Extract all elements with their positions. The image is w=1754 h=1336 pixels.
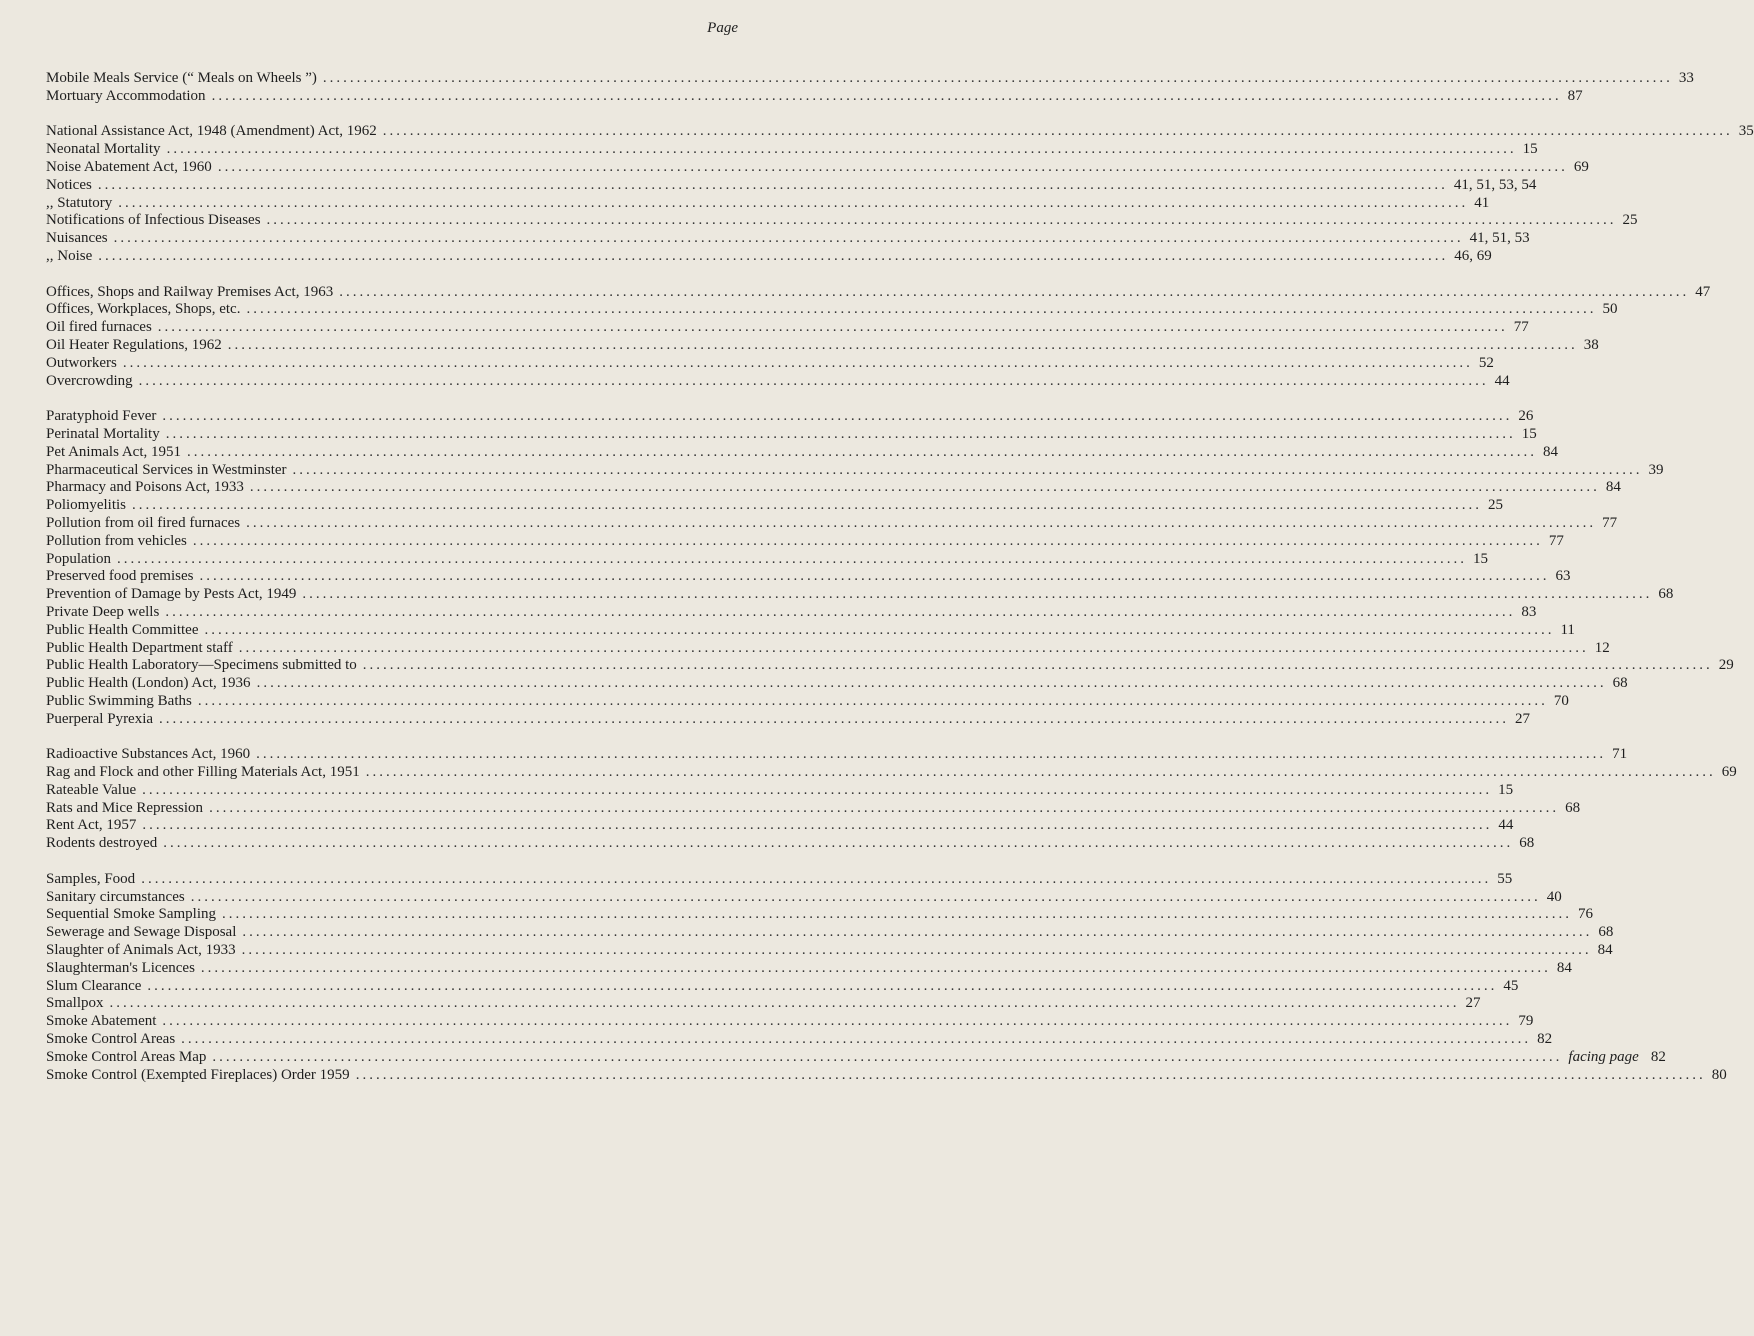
index-entry xyxy=(46,764,1737,782)
entry-label: Oil fired furnaces xyxy=(46,319,152,336)
entry-pages xyxy=(1695,284,1710,302)
leader-dots: ........................................................................................................................................................................................................ xyxy=(246,514,1597,531)
entry-page-numbers: 68 xyxy=(1658,586,1674,603)
entry-pages xyxy=(1549,533,1564,551)
entry-page-numbers: 46, 69 xyxy=(1454,247,1492,264)
entry-label: Neonatal Mortality xyxy=(46,141,161,158)
leader-dots: ........................................................................................................................................................................................................ xyxy=(242,924,1593,941)
entry-label: Public Health (London) Act, 1936 xyxy=(46,675,251,692)
index-entry xyxy=(46,639,1610,658)
entry-label: Smallpox xyxy=(46,995,104,1012)
entry-label: Radioactive Substances Act, 1960 xyxy=(46,746,251,763)
entry-label: Puerperal Pyrexia xyxy=(46,710,154,727)
entry-label: Slum Clearance xyxy=(46,977,142,994)
entry-page-numbers: 41, 51, 53 xyxy=(1469,230,1530,247)
entry-pages xyxy=(1503,978,1518,996)
index-entry xyxy=(46,888,1562,907)
entry-label: Smoke Control Areas Map xyxy=(46,1048,207,1065)
entry-page-numbers: 83 xyxy=(1521,603,1537,620)
entry-label: Samples, Food xyxy=(46,870,136,887)
entry-pages xyxy=(1498,817,1513,835)
entry-label: Offices, Shops and Railway Premises Act, 1963 xyxy=(46,283,334,300)
entry-page-numbers: 80 xyxy=(1711,1066,1727,1083)
entry-label: Pharmacy and Poisons Act, 1933 xyxy=(46,479,244,496)
leader-dots: ........................................................................................................................................................................................................ xyxy=(132,497,1483,514)
entry-label: Pet Animals Act, 1951 xyxy=(46,443,181,460)
entry-page-numbers: 82 xyxy=(1537,1031,1553,1048)
index-entry xyxy=(46,372,1510,391)
index-entry xyxy=(46,354,1494,373)
entry-page-numbers: 29 xyxy=(1718,657,1734,674)
entry-pages xyxy=(1479,355,1494,373)
entry-page-numbers: 50 xyxy=(1602,301,1618,318)
entry-label: ,, Noise xyxy=(46,247,93,264)
index-entry xyxy=(46,746,1628,764)
entry-page-numbers: 38 xyxy=(1583,336,1599,353)
entry-pages xyxy=(1712,1067,1727,1085)
entry-label: Rateable Value xyxy=(46,781,137,798)
entry-pages xyxy=(1719,657,1734,675)
page-column-header: Page xyxy=(707,20,738,36)
index-entry xyxy=(46,87,1583,106)
leader-dots: ........................................................................................................................................................................................................ xyxy=(97,176,1448,193)
index-entry xyxy=(46,1066,1727,1085)
index-entry xyxy=(46,194,1490,213)
entry-pages xyxy=(1498,782,1513,800)
entry-page-numbers: 76 xyxy=(1578,906,1593,923)
entry-label: Smoke Control (Exempted Fireplaces) Order 1959 xyxy=(46,1066,350,1083)
entry-pages xyxy=(1578,906,1593,924)
index-entry xyxy=(46,817,1514,835)
entry-pages xyxy=(1679,70,1694,88)
entry-pages xyxy=(1649,462,1664,480)
entry-page-numbers: 68 xyxy=(1519,835,1535,852)
entry-label: Rats and Mice Repression xyxy=(46,799,204,816)
entry-label: Public Health Department staff xyxy=(46,639,233,656)
index-entry xyxy=(46,799,1581,818)
entry-pages xyxy=(1613,675,1628,693)
leader-dots: ........................................................................................................................................................................................................ xyxy=(204,621,1555,638)
entry-page-numbers: 33 xyxy=(1678,70,1694,86)
leader-dots: ........................................................................................................................................................................................................ xyxy=(256,746,1607,763)
index-entry xyxy=(46,1031,1553,1049)
index-entry xyxy=(46,461,1664,480)
entry-page-numbers: 15 xyxy=(1473,550,1489,567)
entry-page-numbers: 63 xyxy=(1555,568,1571,585)
index-entry xyxy=(46,781,1514,800)
entry-note: facing page xyxy=(1568,1048,1639,1065)
leader-dots: ........................................................................................................................................................................................................ xyxy=(199,568,1550,585)
leader-dots: ........................................................................................................................................................................................................ xyxy=(365,764,1716,781)
entry-page-numbers: 77 xyxy=(1513,319,1529,336)
entry-pages xyxy=(1454,248,1492,266)
index-entry xyxy=(46,603,1537,622)
entry-page-numbers: 45 xyxy=(1503,977,1519,994)
leader-dots: ........................................................................................................................................................................................................ xyxy=(222,906,1572,923)
entry-page-numbers: 82 xyxy=(1650,1048,1666,1065)
leader-dots: ........................................................................................................................................................................................................ xyxy=(241,942,1592,959)
entry-page-numbers: 15 xyxy=(1521,425,1537,442)
leader-dots: ........................................................................................................................................................................................................ xyxy=(109,995,1460,1012)
leader-dots: ........................................................................................................................................................................................................ xyxy=(138,372,1489,389)
leader-dots: ........................................................................................................................................................................................................ xyxy=(292,461,1643,478)
entry-page-numbers: 27 xyxy=(1465,995,1481,1012)
entry-page-numbers: 44 xyxy=(1498,817,1514,834)
entry-pages xyxy=(1602,301,1617,319)
index-list xyxy=(46,70,1754,1084)
entry-pages xyxy=(1565,800,1580,818)
index-entry xyxy=(46,835,1535,853)
entry-label: Slaughterman's Licences xyxy=(46,959,195,976)
index-entry xyxy=(46,123,1754,141)
index-entry xyxy=(46,408,1534,426)
entry-pages xyxy=(1522,426,1537,444)
entry-pages xyxy=(1518,408,1533,426)
entry-page-numbers: 84 xyxy=(1605,479,1621,496)
entry-label: Mobile Meals Service (“ Meals on Wheels ”) xyxy=(46,70,317,86)
entry-page-numbers: 79 xyxy=(1518,1013,1534,1030)
entry-page-numbers: 12 xyxy=(1594,639,1610,656)
entry-pages xyxy=(1606,479,1621,497)
entry-label: Rent Act, 1957 xyxy=(46,817,137,834)
entry-pages xyxy=(1495,373,1510,391)
leader-dots: ........................................................................................................................................................................................................ xyxy=(190,888,1541,905)
index-entry xyxy=(46,710,1531,729)
entry-pages xyxy=(1543,444,1558,462)
index-entry xyxy=(46,621,1575,640)
leader-dots: ........................................................................................................................................................................................................ xyxy=(197,692,1548,709)
entry-pages xyxy=(1537,1031,1552,1049)
leader-dots: ........................................................................................................................................................................................................ xyxy=(217,158,1568,175)
entry-pages xyxy=(1518,1013,1533,1031)
index-entry xyxy=(46,479,1621,497)
entry-page-numbers: 44 xyxy=(1494,372,1510,389)
leader-dots: ........................................................................................................................................................................................................ xyxy=(238,639,1589,656)
entry-label: Private Deep wells xyxy=(46,603,160,620)
index-entry xyxy=(46,247,1492,266)
entry-page-numbers: 39 xyxy=(1648,461,1664,478)
leader-dots: ........................................................................................................................................................................................................ xyxy=(122,354,1473,371)
entry-pages xyxy=(1595,640,1610,658)
leader-dots: ........................................................................................................................................................................................................ xyxy=(113,230,1464,247)
index-entry xyxy=(46,977,1519,996)
entry-page-numbers: 26 xyxy=(1518,408,1534,425)
entry-page-numbers: 70 xyxy=(1553,692,1569,709)
entry-label: Notifications of Infectious Diseases xyxy=(46,212,261,229)
leader-dots: ........................................................................................................................................................................................................ xyxy=(302,586,1653,603)
entry-pages xyxy=(1519,835,1534,853)
entry-page-numbers: 41 xyxy=(1474,194,1490,211)
entry-label: Oil Heater Regulations, 1962 xyxy=(46,336,222,353)
entry-page-numbers: 27 xyxy=(1515,710,1531,727)
leader-dots: ........................................................................................................................................................................................................ xyxy=(246,301,1597,318)
index-entry xyxy=(46,1048,1666,1067)
entry-pages xyxy=(1602,515,1617,533)
index-entry xyxy=(46,675,1628,693)
leader-dots: ........................................................................................................................................................................................................ xyxy=(200,959,1551,976)
index-entry xyxy=(46,230,1530,248)
entry-page-numbers: 41, 51, 53, 54 xyxy=(1453,176,1537,193)
entry-page-numbers: 68 xyxy=(1565,799,1581,816)
entry-page-numbers: 68 xyxy=(1598,924,1614,941)
leader-dots: ........................................................................................................................................................................................................ xyxy=(165,603,1516,620)
entry-label: Noise Abatement Act, 1960 xyxy=(46,158,212,175)
entry-pages xyxy=(1739,123,1754,141)
index-entry xyxy=(46,141,1538,159)
index-entry xyxy=(46,532,1564,551)
entry-pages xyxy=(1574,159,1589,177)
index-entry xyxy=(46,550,1489,569)
leader-dots: ........................................................................................................................................................................................................ xyxy=(209,799,1560,816)
index-entry xyxy=(46,176,1537,195)
entry-page-numbers: 47 xyxy=(1695,283,1711,300)
entry-pages xyxy=(1474,195,1489,213)
entry-label: Nuisances xyxy=(46,230,108,247)
entry-label: ,, Statutory xyxy=(46,194,113,211)
leader-dots: ........................................................................................................................................................................................................ xyxy=(382,123,1733,140)
entry-page-numbers: 77 xyxy=(1548,532,1564,549)
leader-dots: ........................................................................................................................................................................................................ xyxy=(157,319,1508,336)
entry-pages xyxy=(1454,177,1537,195)
entry-page-numbers: 11 xyxy=(1560,621,1575,638)
leader-dots: ........................................................................................................................................................................................................ xyxy=(142,781,1493,798)
entry-pages xyxy=(1554,693,1569,711)
leader-dots: ........................................................................................................................................................................................................ xyxy=(249,479,1600,496)
entry-page-numbers: 84 xyxy=(1543,443,1558,460)
index-entry xyxy=(46,657,1734,675)
entry-label: Paratyphoid Fever xyxy=(46,408,157,425)
leader-dots: ........................................................................................................................................................................................................ xyxy=(212,1048,1563,1065)
entry-pages xyxy=(1557,960,1572,978)
index-entry xyxy=(46,514,1618,533)
index-entry xyxy=(46,692,1569,711)
leader-dots: ........................................................................................................................................................................................................ xyxy=(355,1066,1706,1083)
leader-dots: ........................................................................................................................................................................................................ xyxy=(98,247,1449,264)
entry-label: Pollution from vehicles xyxy=(46,532,187,549)
index-entry xyxy=(46,301,1618,319)
leader-dots: ........................................................................................................................................................................................................ xyxy=(211,87,1562,104)
entry-pages xyxy=(1658,586,1673,604)
entry-label: Preserved food premises xyxy=(46,568,194,585)
entry-pages xyxy=(1623,212,1638,230)
index-entry xyxy=(46,70,1694,88)
entry-pages xyxy=(1497,871,1512,889)
index-entry xyxy=(46,443,1558,462)
entry-page-numbers: 15 xyxy=(1522,141,1538,158)
leader-dots: ........................................................................................................................................................................................................ xyxy=(256,675,1607,692)
entry-page-numbers: 71 xyxy=(1612,746,1628,763)
entry-pages xyxy=(1466,995,1481,1013)
entry-page-numbers: 68 xyxy=(1612,675,1628,692)
leader-dots: ........................................................................................................................................................................................................ xyxy=(162,408,1513,425)
entry-label: Notices xyxy=(46,176,92,193)
entry-label: Poliomyelitis xyxy=(46,497,127,514)
entry-page-numbers: 15 xyxy=(1498,781,1514,798)
entry-label: Outworkers xyxy=(46,354,117,371)
leader-dots: ........................................................................................................................................................................................................ xyxy=(192,532,1543,549)
leader-dots: ........................................................................................................................................................................................................ xyxy=(187,443,1537,460)
entry-page-numbers: 55 xyxy=(1497,870,1513,887)
leader-dots: ........................................................................................................................................................................................................ xyxy=(141,870,1492,887)
index-entry xyxy=(46,906,1593,924)
leader-dots: ........................................................................................................................................................................................................ xyxy=(159,710,1510,727)
entry-pages xyxy=(1612,746,1627,764)
entry-page-numbers: 77 xyxy=(1602,514,1618,531)
entry-label: Offices, Workplaces, Shops, etc. xyxy=(46,301,241,318)
index-entry xyxy=(46,942,1613,960)
entry-pages xyxy=(1560,622,1574,640)
entry-label: Public Health Laboratory—Specimens submitted to xyxy=(46,657,357,674)
leader-dots: ........................................................................................................................................................................................................ xyxy=(166,141,1517,158)
index-entry xyxy=(46,336,1599,355)
entry-label: Overcrowding xyxy=(46,372,133,389)
leader-dots: ........................................................................................................................................................................................................ xyxy=(162,1013,1513,1030)
entry-label: Smoke Abatement xyxy=(46,1013,157,1030)
entry-pages xyxy=(1555,568,1570,586)
entry-page-numbers: 69 xyxy=(1573,158,1589,175)
leader-dots: ........................................................................................................................................................................................................ xyxy=(227,336,1578,353)
leader-dots: ........................................................................................................................................................................................................ xyxy=(181,1031,1532,1048)
entry-pages xyxy=(1515,711,1530,729)
entry-page-numbers: 40 xyxy=(1546,888,1562,905)
entry-pages xyxy=(1470,230,1530,248)
entry-page-numbers: 69 xyxy=(1721,764,1737,781)
index-entry xyxy=(46,212,1638,230)
index-entry xyxy=(46,425,1537,444)
entry-pages xyxy=(1488,497,1503,515)
index-entry xyxy=(46,497,1504,515)
entry-pages xyxy=(1521,604,1536,622)
entry-label: Sanitary circumstances xyxy=(46,888,185,905)
entry-page-numbers: 84 xyxy=(1556,959,1572,976)
entry-label: Public Swimming Baths xyxy=(46,692,192,709)
entry-pages xyxy=(1473,551,1488,569)
entry-label: Perinatal Mortality xyxy=(46,425,160,442)
leader-dots: ........................................................................................................................................................................................................ xyxy=(339,283,1690,300)
entry-label: Pharmaceutical Services in Westminster xyxy=(46,461,287,478)
entry-label: Mortuary Accommodation xyxy=(46,87,206,104)
entry-pages xyxy=(1584,337,1599,355)
leader-dots: ........................................................................................................................................................................................................ xyxy=(147,977,1498,994)
entry-label: Slaughter of Animals Act, 1933 xyxy=(46,942,236,959)
index-entry xyxy=(46,924,1614,942)
entry-pages xyxy=(1722,764,1737,782)
index-entry xyxy=(46,959,1572,978)
entry-page-numbers: 35 xyxy=(1738,123,1754,140)
entry-pages xyxy=(1568,88,1583,106)
entry-pages xyxy=(1547,889,1562,907)
leader-dots: ........................................................................................................................................................................................................ xyxy=(118,194,1469,211)
index-entry xyxy=(46,568,1571,586)
leader-dots: ........................................................................................................................................................................................................ xyxy=(322,70,1673,86)
entry-page-numbers: 87 xyxy=(1567,87,1583,104)
index-entry xyxy=(46,995,1481,1013)
index-entry xyxy=(46,586,1674,604)
index-entry xyxy=(46,1013,1534,1031)
entry-pages xyxy=(1523,141,1538,159)
entry-label: Public Health Committee xyxy=(46,621,199,638)
entry-page-numbers: 84 xyxy=(1597,942,1613,959)
entry-label: Pollution from oil fired furnaces xyxy=(46,514,241,531)
entry-pages xyxy=(1514,319,1529,337)
leader-dots: ........................................................................................................................................................................................................ xyxy=(117,550,1468,567)
index-entry xyxy=(46,158,1589,177)
entry-page-numbers: 25 xyxy=(1488,497,1504,514)
entry-label: Prevention of Damage by Pests Act, 1949 xyxy=(46,586,297,603)
index-entry xyxy=(46,870,1513,889)
entry-label: Rodents destroyed xyxy=(46,835,158,852)
index-entry xyxy=(46,283,1711,302)
leader-dots: ........................................................................................................................................................................................................ xyxy=(165,425,1516,442)
entry-pages xyxy=(1568,1049,1665,1067)
entry-label: Sewerage and Sewage Disposal xyxy=(46,924,237,941)
entry-page-numbers: 25 xyxy=(1622,212,1638,229)
leader-dots: ........................................................................................................................................................................................................ xyxy=(362,657,1713,674)
entry-label: Smoke Control Areas xyxy=(46,1031,176,1048)
leader-dots: ........................................................................................................................................................................................................ xyxy=(163,835,1514,852)
entry-label: Population xyxy=(46,550,112,567)
entry-pages xyxy=(1598,942,1613,960)
leader-dots: ........................................................................................................................................................................................................ xyxy=(266,212,1617,229)
index-entry xyxy=(46,319,1529,337)
entry-page-numbers: 52 xyxy=(1478,354,1494,371)
entry-label: Rag and Flock and other Filling Materials Act, 1951 xyxy=(46,764,360,781)
entry-label: Sequential Smoke Sampling xyxy=(46,906,216,923)
entry-pages xyxy=(1598,924,1613,942)
entry-label: National Assistance Act, 1948 (Amendment) Act, 1962 xyxy=(46,123,377,140)
leader-dots: ........................................................................................................................................................................................................ xyxy=(142,817,1493,834)
